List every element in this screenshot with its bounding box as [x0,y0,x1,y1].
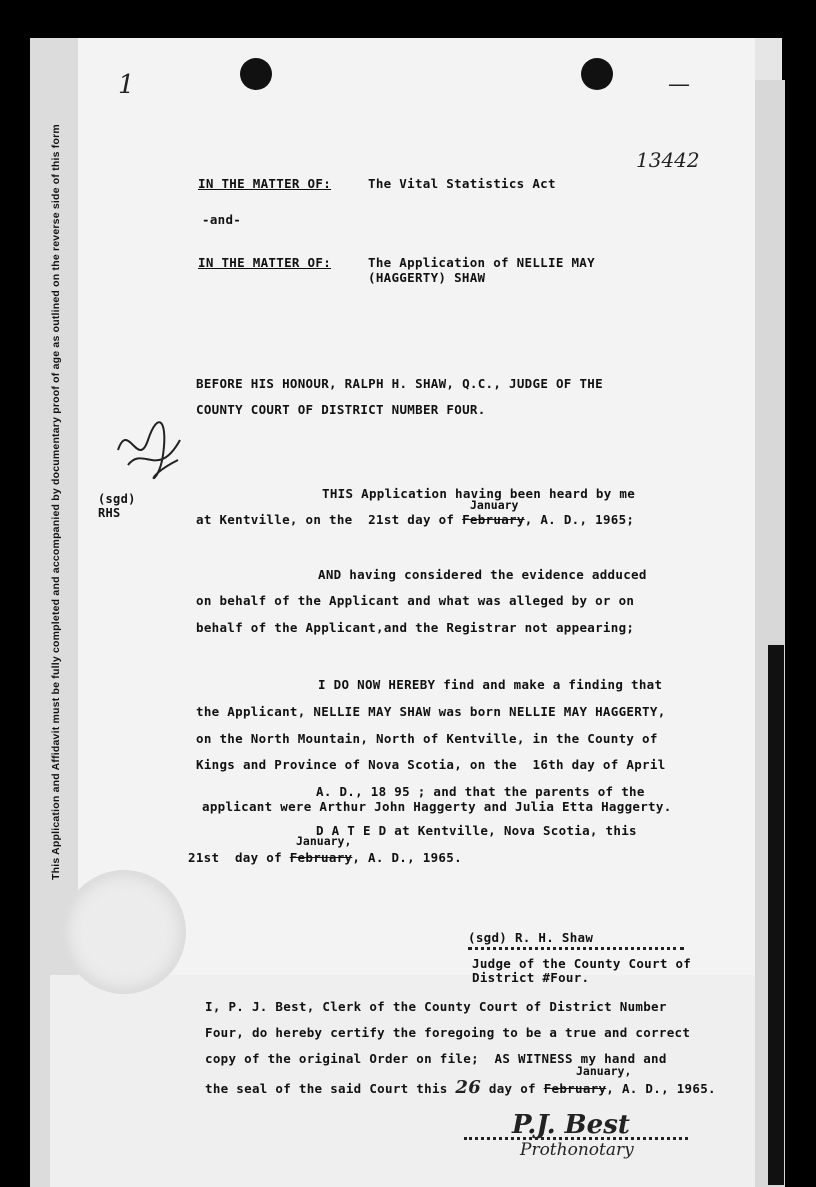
certificate-insert: January, [576,1064,632,1078]
dated-insert: January, [296,834,352,848]
judge-title-2: District #Four. [472,970,590,985]
para2-line-2: on behalf of the Applicant and what was alleged by or on [196,593,635,608]
para1-line-2: at Kentville, on the 21st day of February, A. D., 1965; [196,512,635,527]
para3-line-6: applicant were Arthur John Haggerty and Julia Etta Haggerty. [202,799,672,814]
matter-value-2b: (HAGGERTY) SHAW [368,270,486,285]
before-line-1: BEFORE HIS HONOUR, RALPH H. SHAW, Q.C., JUDGE OF THE [196,376,603,391]
binding-edge [768,645,784,1185]
matter-label-2: IN THE MATTER OF: [198,255,332,270]
matter-value-2a: The Application of NELLIE MAY [368,255,595,270]
certificate-line-3: copy of the original Order on file; AS WITNESS my hand and [205,1051,667,1066]
para2-line-1: AND having considered the evidence adduced [318,567,647,582]
para3-line-1: I DO NOW HEREBY find and make a finding that [318,677,663,692]
handwritten-dash: — [668,72,690,97]
para3-line-3: on the North Mountain, North of Kentville, in the County of [196,731,658,746]
judge-signature-line [468,947,684,950]
para1-line-1: THIS Application having been heard by me [322,486,636,501]
handwritten-file-number: 13442 [636,148,700,172]
certificate-line-1: I, P. J. Best, Clerk of the County Court of District Number [205,999,667,1014]
matter-label-1: IN THE MATTER OF: [198,176,332,191]
para3-line-5: A. D., 18 95 ; and that the parents of the [316,784,645,799]
punch-hole-left [240,58,272,90]
dated-line-2: 21st day of February, A. D., 1965. [188,850,462,865]
matter-value-1: The Vital Statistics Act [368,176,556,191]
dated-line-1: D A T E D at Kentville, Nova Scotia, this [316,823,637,838]
para3-line-2: the Applicant, NELLIE MAY SHAW was born NELLIE MAY HAGGERTY, [196,704,666,719]
clerk-title: Prothonotary [520,1140,634,1160]
handwritten-page-mark: 1 [118,70,135,100]
margin-signature-scrawl [108,410,188,490]
margin-initials: RHS [98,506,121,520]
clerk-signature: P.J. Best [512,1110,630,1140]
embossed-court-seal [62,870,186,994]
certificate-line-4: the seal of the said Court this 26 day of February, A. D., 1965. [205,1077,716,1098]
margin-instruction: This Application and Affidavit must be fully completed and accompanied by documentary proof of age as outlined on the reverse side of this form [50,124,62,880]
para3-line-4: Kings and Province of Nova Scotia, on the 16th day of April [196,757,666,772]
para2-line-3: behalf of the Applicant,and the Registrar not appearing; [196,620,635,635]
margin-sgd: (sgd) [98,492,136,506]
judge-title-1: Judge of the County Court of [472,956,692,971]
and-separator: -and- [202,212,242,227]
para1-insert: January [470,498,519,512]
certificate-line-2: Four, do hereby certify the foregoing to be a true and correct [205,1025,691,1040]
before-line-2: COUNTY COURT OF DISTRICT NUMBER FOUR. [196,402,486,417]
punch-hole-right [581,58,613,90]
judge-signature: (sgd) R. H. Shaw [468,930,594,945]
